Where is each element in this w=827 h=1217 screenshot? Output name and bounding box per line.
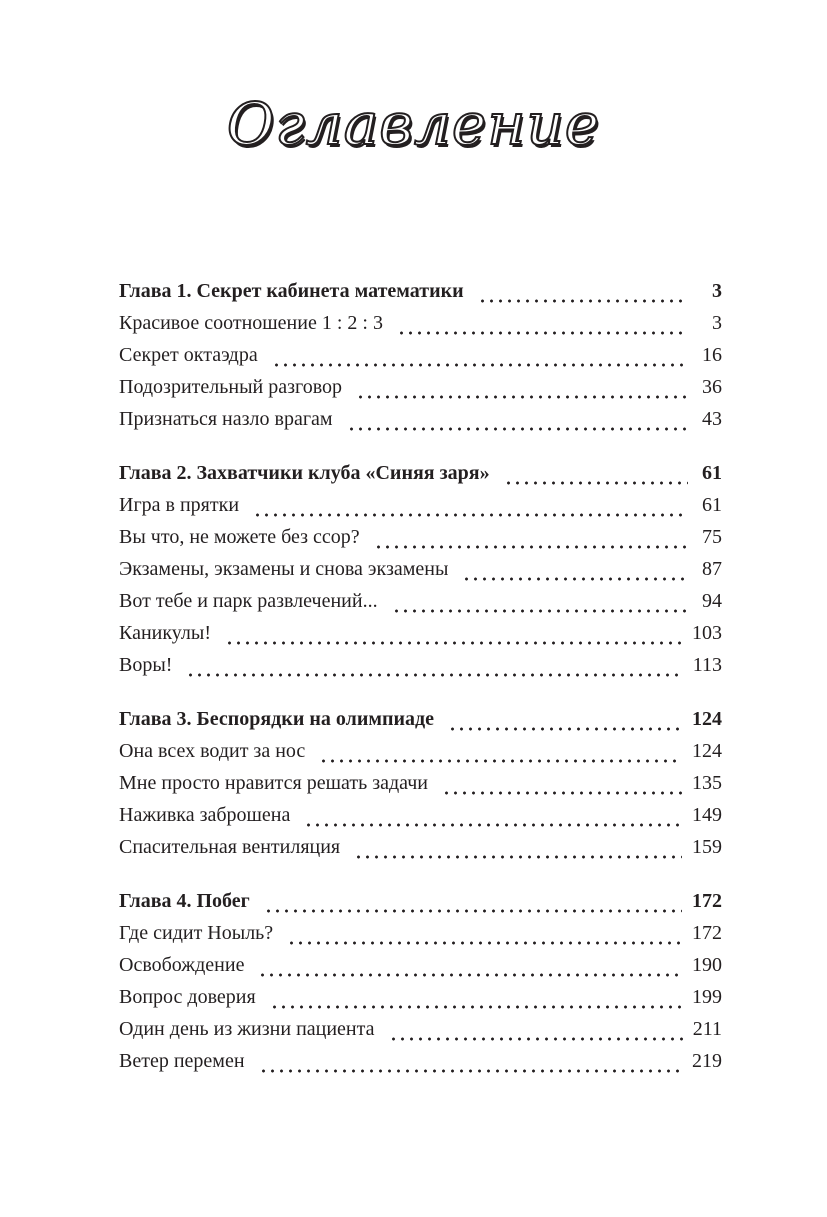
dot-leader (319, 758, 682, 764)
chapter-1 (119, 280, 722, 440)
entry-title: Она всех водит за нос (119, 740, 306, 762)
chapter-heading[interactable] (119, 708, 722, 740)
chapter-title: Глава 1. Секрет кабинета математики (119, 280, 464, 302)
toc-entry[interactable] (119, 1018, 722, 1050)
toc-entry[interactable] (119, 312, 722, 344)
entry-title: Признаться назло врагам (119, 408, 333, 430)
page-title: Оглавление (226, 90, 601, 158)
toc-entry[interactable] (119, 408, 722, 440)
dot-leader (186, 672, 682, 678)
dot-leader (304, 822, 682, 828)
entry-title: Наживка заброшена (119, 804, 291, 826)
page-number: 135 (692, 772, 722, 794)
page-number: 36 (702, 376, 722, 398)
entry-title: Секрет октаэдра (119, 344, 258, 366)
dot-leader (259, 1068, 682, 1074)
dot-leader (225, 640, 682, 646)
page-number: 61 (702, 494, 722, 516)
chapter-title: Глава 4. Побег (119, 890, 250, 912)
toc-entry[interactable] (119, 836, 722, 868)
entry-title: Вот тебе и парк развлечений... (119, 590, 378, 612)
page-number: 190 (692, 954, 722, 976)
page-number: 75 (702, 526, 722, 548)
chapter-3 (119, 708, 722, 868)
dot-leader (287, 940, 682, 946)
chapter-heading[interactable] (119, 462, 722, 494)
entry-title: Мне просто нравится решать задачи (119, 772, 428, 794)
dot-leader (462, 576, 688, 582)
dot-leader (397, 330, 688, 336)
dot-leader (448, 726, 682, 732)
page-number: 219 (692, 1050, 722, 1072)
toc-entry[interactable] (119, 772, 722, 804)
page-number: 103 (692, 622, 722, 644)
entry-title: Красивое соотношение 1 : 2 : 3 (119, 312, 383, 334)
dot-leader (392, 608, 688, 614)
entry-title: Экзамены, экзамены и снова экзамены (119, 558, 449, 580)
dot-leader (356, 394, 688, 400)
toc-entry[interactable] (119, 654, 722, 686)
entry-title: Игра в прятки (119, 494, 240, 516)
toc-entry[interactable] (119, 986, 722, 1018)
dot-leader (478, 298, 688, 304)
page-number: 172 (692, 922, 722, 944)
dot-leader (270, 1004, 682, 1010)
entry-title: Подозрительный разговор (119, 376, 342, 398)
toc-entry[interactable] (119, 558, 722, 590)
dot-leader (272, 362, 688, 368)
page-number: 211 (692, 1018, 722, 1040)
toc-entry[interactable] (119, 1050, 722, 1082)
dot-leader (389, 1036, 683, 1042)
chapter-heading[interactable] (119, 890, 722, 922)
entry-title: Вопрос доверия (119, 986, 256, 1008)
entry-title: Спасительная вентиляция (119, 836, 341, 858)
page-number: 124 (692, 708, 722, 730)
page-number: 16 (702, 344, 722, 366)
dot-leader (264, 908, 682, 914)
dot-leader (504, 480, 688, 486)
page-number: 199 (692, 986, 722, 1008)
toc-entry[interactable] (119, 804, 722, 836)
toc-entry[interactable] (119, 954, 722, 986)
chapter-2 (119, 462, 722, 686)
page-number: 124 (692, 740, 722, 762)
dot-leader (374, 544, 688, 550)
page-number: 113 (692, 654, 722, 676)
toc-entry[interactable] (119, 526, 722, 558)
toc-entry[interactable] (119, 494, 722, 526)
chapter-title: Глава 3. Беспорядки на олимпиаде (119, 708, 435, 730)
entry-title: Где сидит Ноыль? (119, 922, 274, 944)
dot-leader (354, 854, 682, 860)
page-number: 159 (692, 836, 722, 858)
page-number: 94 (702, 590, 722, 612)
entry-title: Вы что, не можете без ссор? (119, 526, 360, 548)
page-number: 43 (702, 408, 722, 430)
entry-title: Ветер перемен (119, 1050, 245, 1072)
page-number: 3 (712, 280, 722, 302)
page-number: 87 (702, 558, 722, 580)
dot-leader (347, 426, 688, 432)
entry-title: Каникулы! (119, 622, 211, 644)
toc-entry[interactable] (119, 740, 722, 772)
chapter-4 (119, 890, 722, 1082)
page-number: 61 (702, 462, 722, 484)
page-number: 149 (692, 804, 722, 826)
toc-entry[interactable] (119, 590, 722, 622)
chapter-title: Глава 2. Захватчики клуба «Синяя заря» (119, 462, 490, 484)
dot-leader (258, 972, 682, 978)
toc-entry[interactable] (119, 376, 722, 408)
page-number: 172 (692, 890, 722, 912)
dot-leader (442, 790, 682, 796)
entry-title: Один день из жизни пациента (119, 1018, 375, 1040)
dot-leader (253, 512, 688, 518)
entry-title: Воры! (119, 654, 173, 676)
toc-entry[interactable] (119, 922, 722, 954)
page-number: 3 (712, 312, 722, 334)
table-of-contents (119, 280, 722, 1104)
chapter-heading[interactable] (119, 280, 722, 312)
toc-entry[interactable] (119, 344, 722, 376)
entry-title: Освобождение (119, 954, 245, 976)
toc-entry[interactable] (119, 622, 722, 654)
